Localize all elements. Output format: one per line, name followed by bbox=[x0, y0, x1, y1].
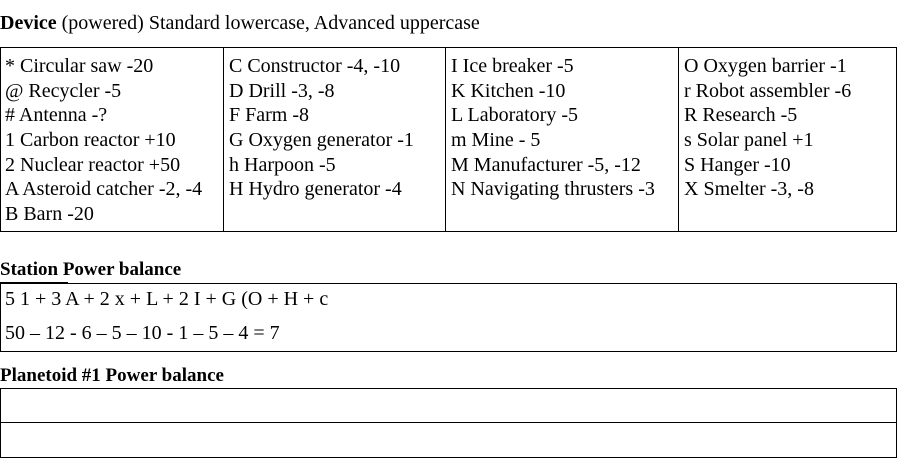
table-cell: K Kitchen -10 bbox=[451, 79, 566, 102]
table-cell: O Oxygen barrier -1 bbox=[684, 55, 847, 77]
table-cell: I Ice breaker -5 bbox=[451, 55, 574, 77]
table-cell: S Hanger -10 bbox=[684, 153, 791, 176]
table-cell: D Drill -3, -8 bbox=[229, 79, 335, 102]
station-top-border bbox=[0, 283, 897, 284]
table-column-1 bbox=[5, 54, 202, 227]
table-cell: F Farm -8 bbox=[229, 104, 309, 127]
station-formula-line: 5 1 + 3 A + 2 x + L + 2 I + G (O + H + c bbox=[5, 288, 329, 310]
table-cell: L Laboratory -5 bbox=[451, 104, 578, 127]
table-cell: 2 Nuclear reactor +50 bbox=[5, 153, 181, 176]
table-cell: B Barn -20 bbox=[5, 203, 94, 226]
table-cell: m Mine - 5 bbox=[451, 129, 541, 152]
table-cell: M Manufacturer -5, -12 bbox=[451, 153, 641, 176]
table-cell: N Navigating thrusters -3 bbox=[451, 178, 655, 201]
table-col-divider-3 bbox=[678, 47, 679, 232]
table-cell: X Smelter -3, -8 bbox=[684, 178, 814, 201]
table-cell: s Solar panel +1 bbox=[684, 129, 814, 152]
station-bottom-border bbox=[0, 351, 897, 352]
table-cell: 1 Carbon reactor +10 bbox=[5, 129, 176, 152]
table-bottom-border bbox=[0, 231, 897, 232]
table-column-3 bbox=[451, 54, 655, 202]
planetoid-power-heading: Planetoid #1 Power balance bbox=[0, 365, 224, 386]
table-col-divider-1 bbox=[223, 47, 224, 232]
table-cell: @ Recycler -5 bbox=[5, 79, 122, 102]
planetoid-right-border bbox=[896, 388, 897, 458]
planetoid-bottom-border bbox=[0, 457, 897, 458]
table-cell: r Robot assembler -6 bbox=[684, 79, 852, 102]
table-cell: A Asteroid catcher -2, -4 bbox=[5, 178, 203, 201]
table-col-divider-2 bbox=[445, 47, 446, 232]
station-sum-line: 50 – 12 - 6 – 5 – 10 - 1 – 5 – 4 = 7 bbox=[5, 322, 280, 344]
table-cell: C Constructor -4, -10 bbox=[229, 55, 401, 77]
table-column-2 bbox=[229, 54, 414, 202]
table-cell: H Hydro generator -4 bbox=[229, 178, 402, 201]
table-top-border bbox=[0, 47, 897, 48]
title-rest: (powered) Standard lowercase, Advanced uppercase bbox=[56, 12, 480, 34]
table-right-border bbox=[896, 47, 897, 232]
table-left-border bbox=[0, 47, 1, 232]
document-title bbox=[0, 10, 480, 36]
station-left-border bbox=[0, 283, 1, 352]
table-cell: G Oxygen generator -1 bbox=[229, 129, 414, 152]
table-cell: * Circular saw -20 bbox=[5, 55, 154, 77]
planetoid-empty-row-1 bbox=[1, 389, 896, 422]
station-right-border bbox=[896, 283, 897, 352]
table-cell: # Antenna -? bbox=[5, 104, 108, 127]
station-power-heading: Station Power balance bbox=[0, 259, 182, 280]
table-column-4 bbox=[684, 54, 851, 202]
table-cell: R Research -5 bbox=[684, 104, 798, 127]
planetoid-empty-row-2 bbox=[1, 423, 896, 457]
title-bold: Device bbox=[0, 12, 57, 34]
table-cell: h Harpoon -5 bbox=[229, 153, 336, 176]
